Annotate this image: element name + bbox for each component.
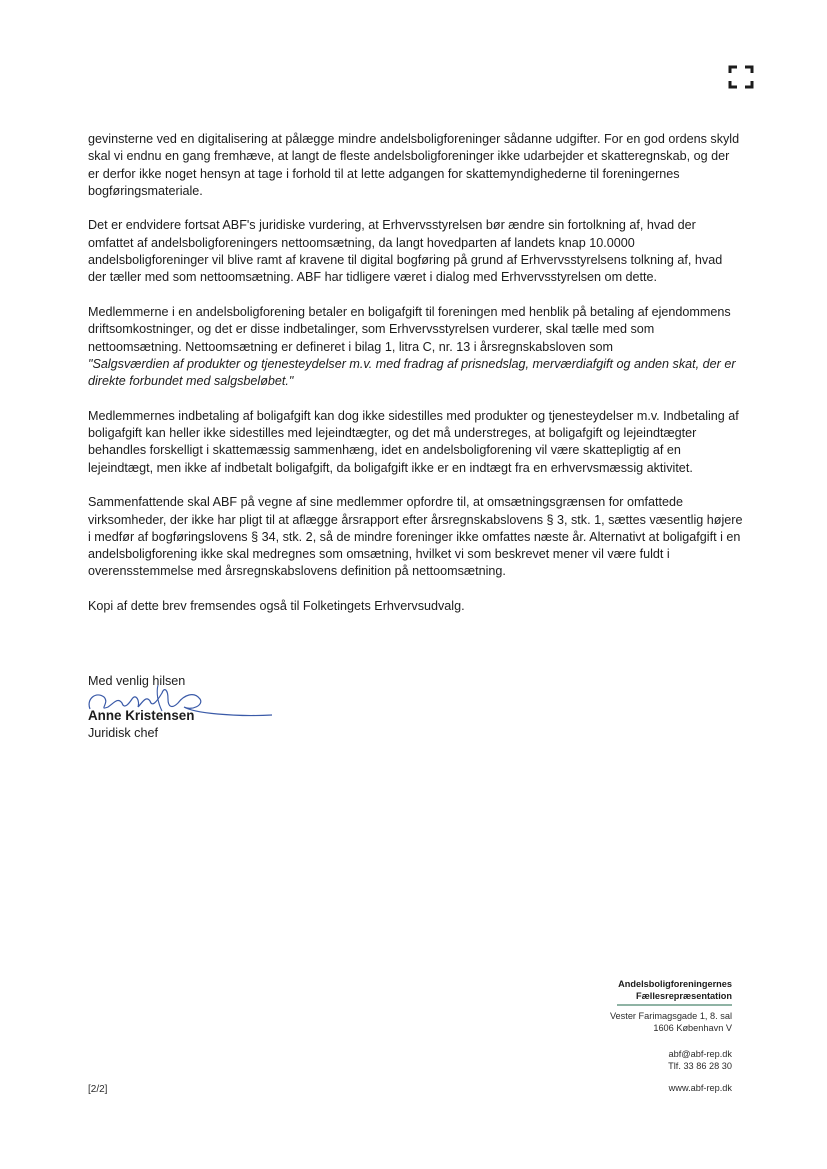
- signature-block: [88, 673, 348, 742]
- footer-contact: [668, 1048, 732, 1072]
- paragraph-kopi: Kopi af dette brev fremsendes også til Folketingets Erhvervsudvalg.: [88, 599, 465, 614]
- footer-org-line1: Andelsboligforeningernes: [618, 979, 732, 989]
- footer-org-line2: Fællesrepræsentation: [636, 990, 732, 1001]
- paragraph-sidestilling: Medlemmernes indbetaling af boligafgift kan dog ikke sidestilles med produkter og tjenesteydelser m.v. Indbetaling af boligafgift kan heller ikke sidestilles med lejeindtægter, og det må understreges, at boligafgift og lejeindtægter behandles forskelligt i skattemæssig sammenhæng, idet en andelsboligforening vil være skattepligtig af en lejeindtægt, men ikke af indbetalt boligafgift, da boligafgift ikke er en indtægt fra en erhvervsmæssig aktivitet.: [88, 408, 739, 475]
- footer-divider: [617, 1004, 732, 1006]
- nettoomsaetning-quote: "Salgsværdien af produkter og tjenesteydelser m.v. med fradrag af prisnedslag, merværdiafgift og anden skat, der er direkte forbundet med salgsbeløbet.": [88, 356, 736, 389]
- paragraph-sammenfattende: Sammenfattende skal ABF på vegne af sine medlemmer opfordre til, at omsætningsgrænsen for omfattede virksomheder, der ikke har pligt til at aflægge årsrapport efter årsregnskabslovens § 3, stk. 1, sættes væsentlig højere i medfør af bogføringslovens § 34, stk. 2, så de mindre foreninger ikke omfattes næste år. Alternativt at boligafgift i en andelsboligforening ikke skal medregnes som omsætning, hvilket vi som beskrevet mener vil være fuldt i overensstemmelse med årsregnskabslovens definition på nettoomsætning.: [88, 495, 743, 579]
- footer-address: [610, 1010, 732, 1034]
- corner-bracket-icon: [728, 65, 754, 89]
- footer-address-line1: Vester Farimagsgade 1, 8. sal: [609, 1011, 732, 1021]
- paragraph-digitalisering: gevinsterne ved en digitalisering at pålægge mindre andelsboligforeninger sådanne udgifter. For en god ordens skyld skal vi endnu en gang fremhæve, at langt de fleste andelsboligforeninger ikke udarbejder et skatteregnskab, og der er derfor ikke noget hensyn at tage i forhold til at lette adgangen for skattemyndighederne til foreningernes bogføringsmateriale.: [88, 132, 740, 198]
- footer-email: abf@abf-rep.dk: [668, 1049, 732, 1059]
- signer-title: Juridisk chef: [88, 725, 158, 740]
- letter-body: [88, 131, 743, 633]
- page-number: [2/2]: [88, 1084, 108, 1095]
- paragraph-juridisk-vurdering: Det er endvidere fortsat ABF's juridiske vurdering, at Erhvervsstyrelsen bør ændre sin fortolkning af, hvad der omfattet af andelsboligforeningers nettoomsætning, da langt hovedparten af landets knap 10.0000 andelsboligforeninger vil blive ramt af kravene til digital bogføring på grund af Erhvervsstyrelsens tolkning af, hvad der tæller med som nettoomsætning. ABF har tidligere været i dialog med Erhvervsstyrelsen om dette.: [88, 218, 723, 285]
- handwritten-signature: [84, 679, 284, 719]
- footer-address-line2: 1606 København V: [653, 1023, 732, 1033]
- greeting: Med venlig hilsen: [88, 674, 186, 688]
- paragraph-boligafgift-text: Medlemmerne i en andelsboligforening betaler en boligafgift til foreningen med henblik på betaling af ejendommens driftsomkostninger, og det er disse indbetalinger, som Erhvervsstyrelsen vurderer, skal tælle med som nettoomsætning. Nettoomsætning er defineret i bilag 1, litra C, nr. 13 i årsregnskabsloven som: [88, 304, 731, 354]
- footer-phone: Tlf. 33 86 28 30: [668, 1061, 732, 1071]
- footer-website: www.abf-rep.dk: [668, 1083, 732, 1093]
- footer-organization: [618, 979, 732, 1002]
- paragraph-boligafgift-definition: [88, 304, 743, 390]
- signer-name: Anne Kristensen: [88, 708, 195, 724]
